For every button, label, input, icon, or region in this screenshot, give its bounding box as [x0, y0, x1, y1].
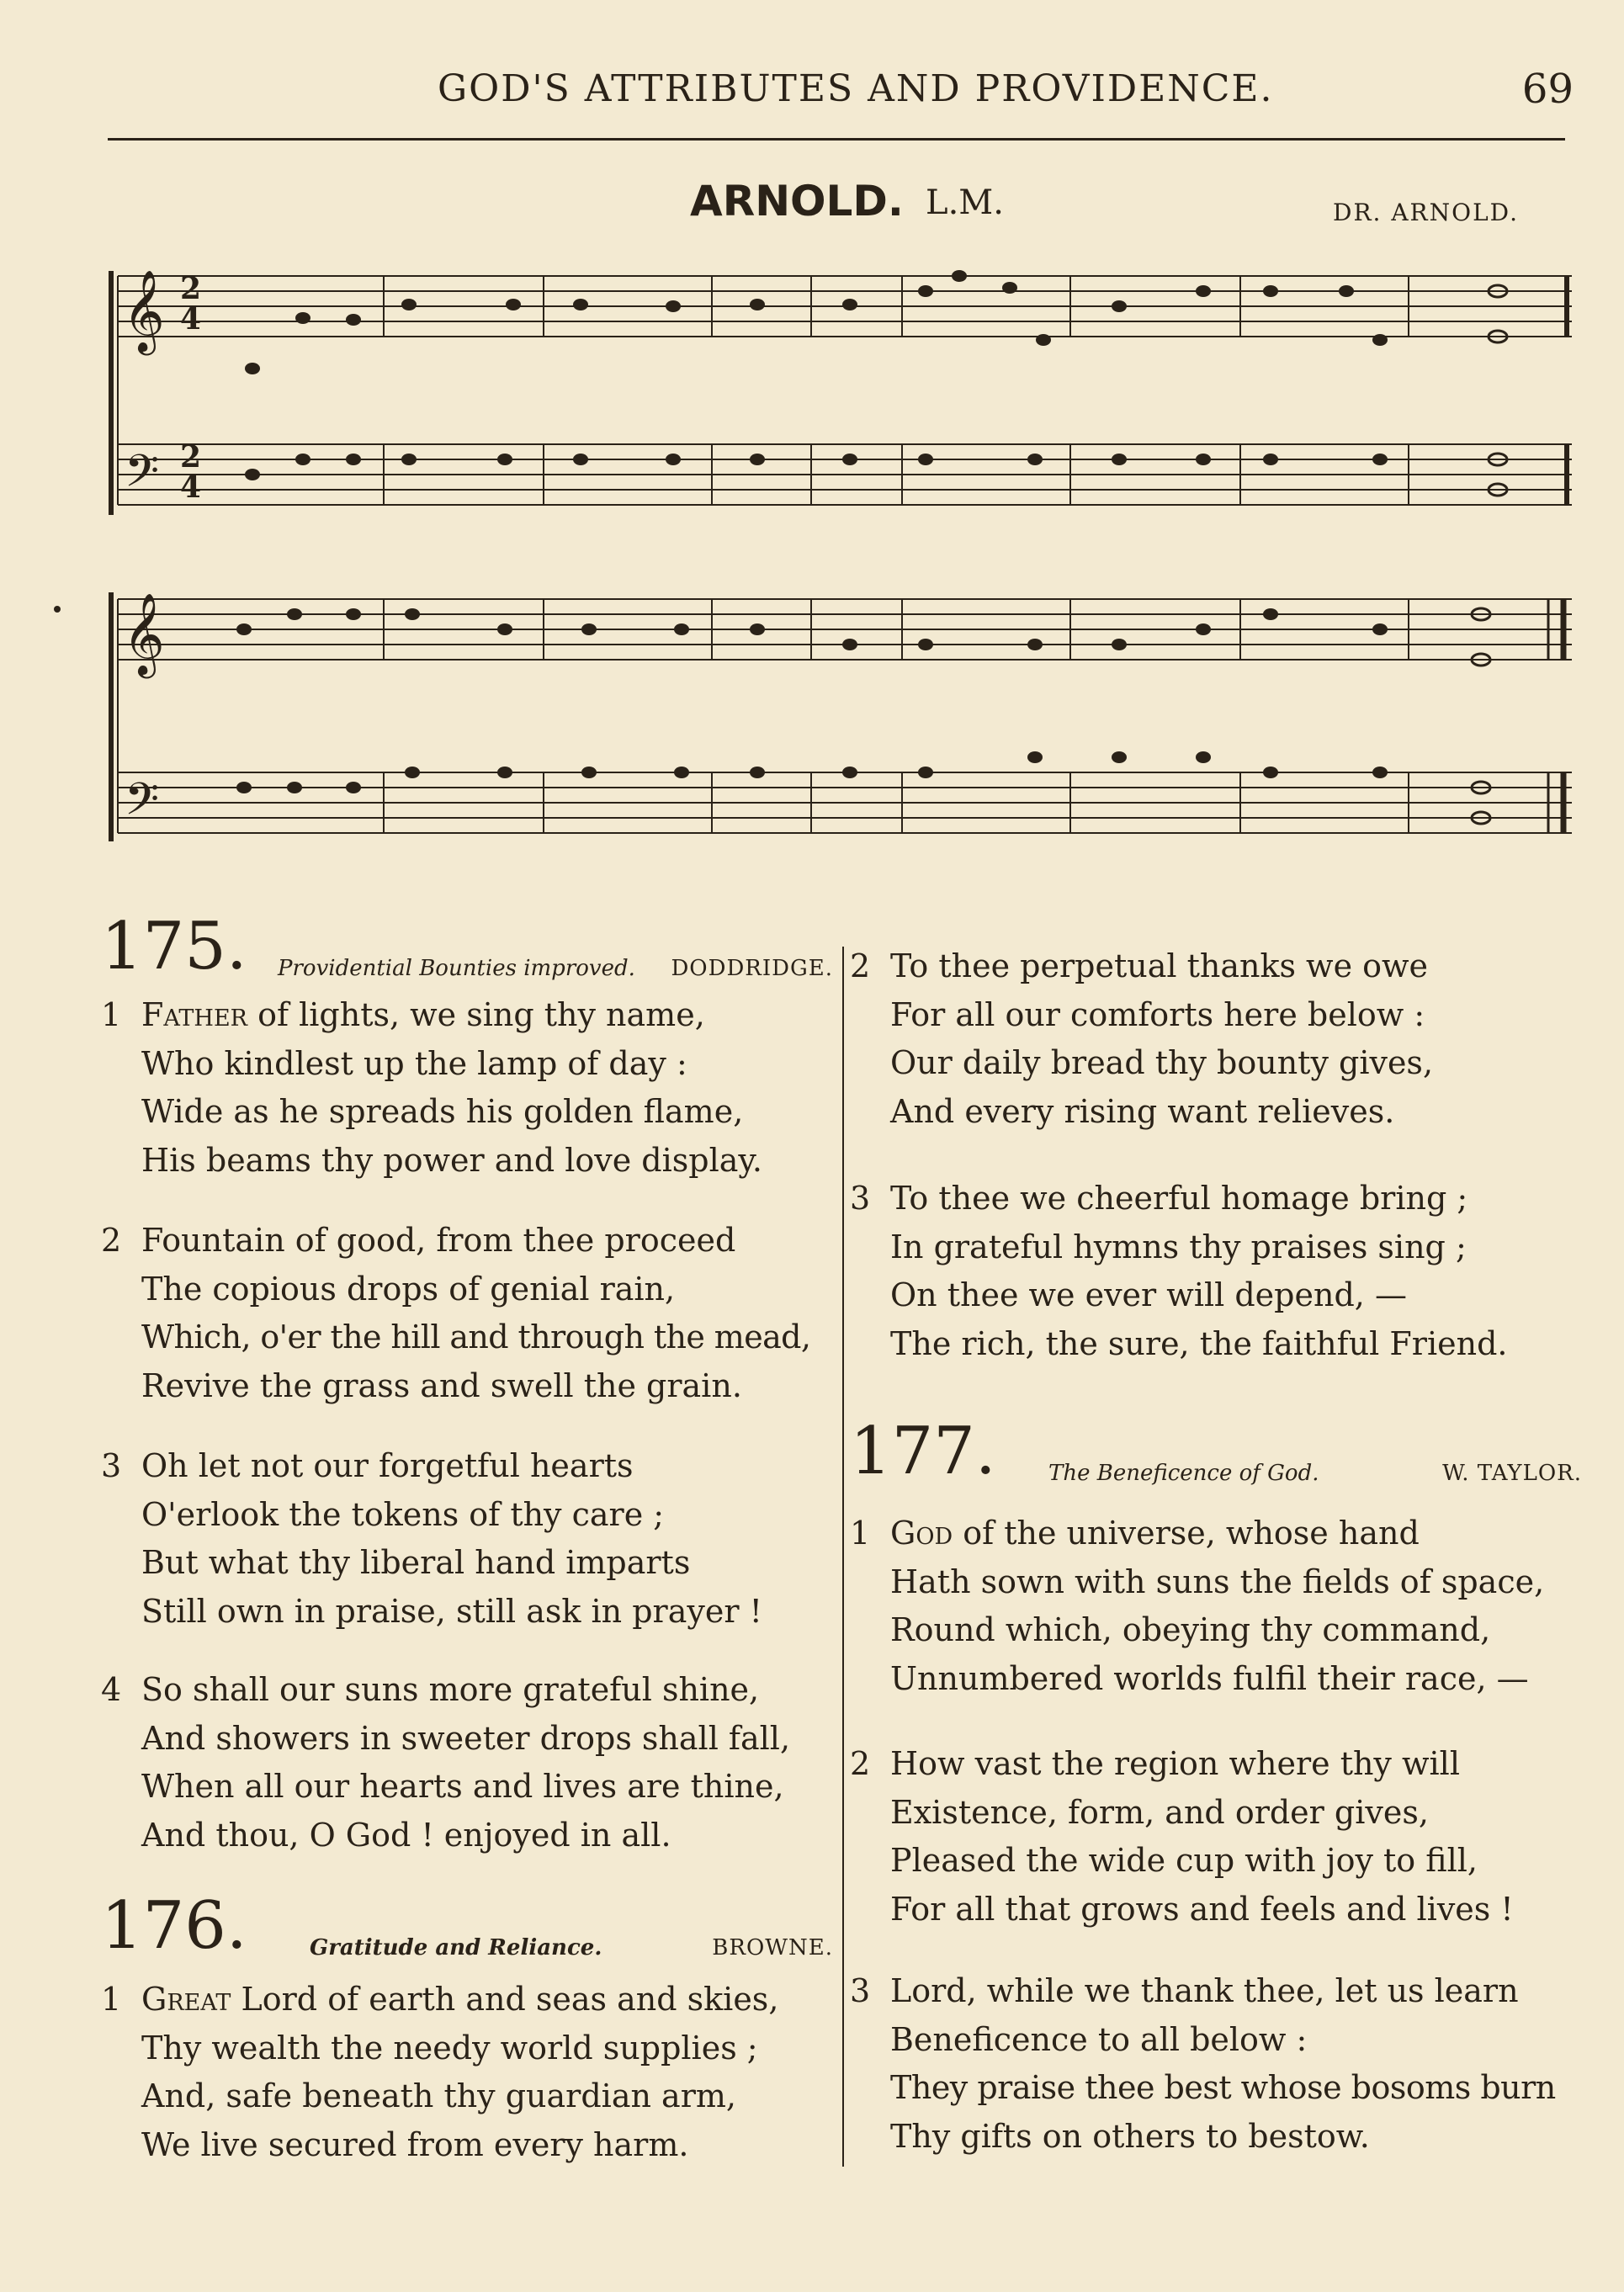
- hymn-number: 175.: [101, 909, 247, 984]
- hymn-author: W. TAYLOR.: [1442, 1461, 1582, 1486]
- stanza-177-1: [850, 1509, 1582, 1703]
- stanza-number: 1: [101, 996, 122, 1033]
- hymn-title: The Beneficence of God.: [1048, 1461, 1319, 1486]
- verse-line: Lord, while we thank thee, let us learn: [890, 1972, 1519, 2009]
- stanza-number: 2: [850, 947, 871, 984]
- hymn-176-heading: [101, 1888, 833, 1969]
- verse-line: Fountain of good, from thee proceed: [141, 1222, 736, 1259]
- hymn-author: DODDRIDGE.: [671, 956, 833, 981]
- verse-line: And, safe beneath thy guardian arm,: [141, 2077, 736, 2115]
- verse-line: Which, o'er the hill and through the mead,: [141, 1318, 811, 1356]
- running-head: GOD'S ATTRIBUTES AND PROVIDENCE.: [438, 67, 1274, 110]
- verse-line: Still own in praise, still ask in prayer !: [141, 1592, 762, 1630]
- verse-line: Oh let not our forgetful hearts: [141, 1447, 634, 1484]
- verse-line: Unnumbered worlds fulfil their race, —: [890, 1659, 1529, 1697]
- verse-line: Pleased the wide cup with joy to fill,: [890, 1842, 1478, 1880]
- stanza-number: 1: [850, 1515, 871, 1552]
- stanza-175-1: [101, 991, 833, 1185]
- stanza-number: 3: [850, 1972, 871, 2009]
- verse-line: They praise thee best whose bosoms burn: [890, 2069, 1556, 2107]
- verse-line: For all that grows and feels and lives !: [890, 1890, 1514, 1928]
- stanza-175-3: [101, 1442, 833, 1636]
- verse-line: Round which, obeying thy command,: [890, 1611, 1491, 1649]
- treble-clef-2: 𝄞: [123, 592, 165, 675]
- verse-line: of lights, we sing thy name,: [247, 996, 705, 1033]
- first-word: Father: [141, 996, 247, 1033]
- verse-line: When all our hearts and lives are thine,: [141, 1768, 784, 1806]
- verse-line: Who kindlest up the lamp of day :: [141, 1044, 687, 1082]
- verse-line: Thy wealth the needy world supplies ;: [141, 2029, 758, 2067]
- staff-treble-2: [118, 599, 1572, 660]
- hymn-author: BROWNE.: [712, 1935, 833, 1960]
- stanza-175-4: [101, 1666, 833, 1860]
- stanza-number: 3: [101, 1447, 122, 1484]
- margin-mark: [54, 606, 61, 613]
- verse-line: of the universe, whose hand: [953, 1515, 1420, 1552]
- column-divider: [842, 947, 844, 2167]
- verse-line: Existence, form, and order gives,: [890, 1793, 1429, 1831]
- stanza-number: 2: [850, 1745, 871, 1782]
- hymn-title: Providential Bounties improved.: [278, 956, 635, 981]
- verse-line: Revive the grass and swell the grain.: [141, 1366, 742, 1404]
- staff-bass-1: [118, 444, 1572, 505]
- note-heads: [236, 270, 1507, 824]
- verse-line: To thee perpetual thanks we owe: [890, 947, 1429, 984]
- stanza-number: 1: [101, 1981, 122, 2018]
- verse-line: The copious drops of genial rain,: [141, 1270, 676, 1308]
- stanza-number: 2: [101, 1222, 122, 1259]
- verse-line: Our daily bread thy bounty gives,: [890, 1044, 1434, 1082]
- verse-line: To thee we cheerful homage bring ;: [890, 1180, 1468, 1217]
- verse-line: For all our comforts here below :: [890, 995, 1425, 1033]
- hymn-number: 177.: [850, 1414, 996, 1489]
- time-sig-bass-top: 2: [180, 439, 202, 475]
- treble-clef-1: 𝄞: [123, 269, 165, 352]
- tune-meter: L.M.: [926, 183, 1004, 222]
- verse-line: We live secured from every harm.: [141, 2125, 689, 2163]
- first-word: Great: [141, 1981, 231, 2018]
- verse-line: Lord of earth and seas and skies,: [231, 1981, 779, 2018]
- verse-line: His beams thy power and love display.: [141, 1141, 762, 1179]
- tune-name: ARNOLD.: [690, 177, 904, 225]
- verse-line: Thy gifts on others to bestow.: [890, 2117, 1370, 2155]
- staff-bass-2: [118, 772, 1572, 833]
- stanza-number: 4: [101, 1671, 122, 1708]
- verse-line: Wide as he spreads his golden flame,: [141, 1093, 744, 1131]
- verse-line: In grateful hymns thy praises sing ;: [890, 1228, 1467, 1265]
- hymn-177-heading: [850, 1414, 1582, 1494]
- stanza-176-2: [850, 942, 1582, 1136]
- stanza-number: 3: [850, 1180, 871, 1217]
- verse-line: Hath sown with suns the fields of space,: [890, 1562, 1545, 1600]
- verse-line: And every rising want relieves.: [890, 1092, 1395, 1130]
- stanza-176-3: [850, 1175, 1582, 1368]
- time-sig-treble-bottom: 4: [180, 301, 202, 337]
- tune-composer: DR. ARNOLD.: [1333, 199, 1520, 226]
- verse-line: So shall our suns more grateful shine,: [141, 1671, 760, 1708]
- stanza-176-1: [101, 1976, 833, 2169]
- first-word: God: [890, 1515, 953, 1552]
- verse-line: The rich, the sure, the faithful Friend.: [890, 1324, 1508, 1362]
- music-score: [0, 0, 1624, 875]
- hymn-175-heading: [101, 909, 833, 989]
- hymn-title: Gratitude and Reliance.: [310, 1935, 602, 1960]
- stanza-177-2: [850, 1740, 1582, 1934]
- page-number: 69: [1521, 66, 1574, 113]
- verse-line: But what thy liberal hand imparts: [141, 1544, 691, 1582]
- stanza-177-3: [850, 1967, 1582, 2161]
- verse-line: And thou, O God ! enjoyed in all.: [141, 1816, 671, 1854]
- verse-line: On thee we ever will depend, —: [890, 1276, 1407, 1314]
- score-svg: [0, 0, 1624, 875]
- hymn-number: 176.: [101, 1888, 247, 1964]
- time-sig-bass-bottom: 4: [180, 470, 202, 505]
- time-sig-treble-top: 2: [180, 271, 202, 306]
- verse-line: Beneficence to all below :: [890, 2020, 1308, 2058]
- verse-line: O'erlook the tokens of thy care ;: [141, 1495, 665, 1533]
- bass-clef-1: 𝄢: [125, 446, 160, 508]
- verse-line: And showers in sweeter drops shall fall,: [141, 1719, 791, 1757]
- stanza-175-2: [101, 1217, 833, 1410]
- verse-line: How vast the region where thy will: [890, 1745, 1460, 1782]
- bass-clef-2: 𝄢: [125, 774, 160, 836]
